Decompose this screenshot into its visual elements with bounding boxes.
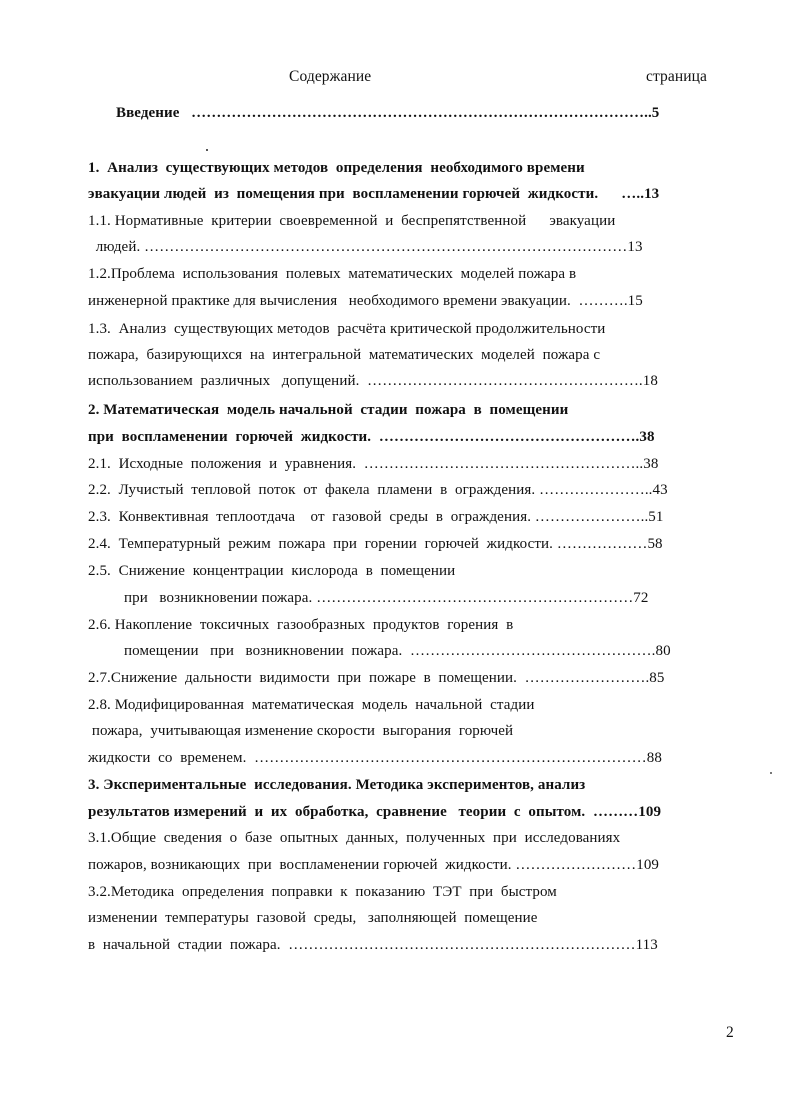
toc-entry-2-7: 2.7.Снижение дальности видимости при пожаре в помещении. …………………….85	[88, 670, 665, 686]
toc-entry-2-1: 2.1. Исходные положения и уравнения. ………………………………………………..38	[88, 456, 659, 472]
toc-entry-1-3-cont2: использованием различных допущений. ……………………………………………….18	[88, 373, 658, 389]
speck-mark-2	[770, 772, 772, 774]
toc-entry-2-2: 2.2. Лучистый тепловой поток от факела пламени в ограждения. …………………..43	[88, 482, 668, 498]
toc-entry-2: 2. Математическая модель начальной стадии пожара в помещении	[88, 402, 569, 418]
toc-entry-1-1-cont: людей. ……………………………………………………………………………………13	[88, 239, 643, 255]
toc-entry-2-8-cont1: пожара, учитывающая изменение скорости выгорания горючей	[88, 723, 514, 739]
toc-entry-3-1-cont: пожаров, возникающих при воспламенении горючей жидкости. ……………………109	[88, 857, 660, 873]
toc-entry-1-2-cont: инженерной практике для вычисления необходимого времени эвакуации. ……….15	[88, 293, 643, 309]
toc-entry-2-5: 2.5. Снижение концентрации кислорода в помещении	[88, 563, 456, 579]
toc-entry-intro: Введение ………………………………………………………………………………..5	[116, 105, 660, 121]
toc-entry-1-cont: эвакуации людей из помещения при воспламенении горючей жидкости. …..13	[88, 186, 660, 202]
toc-entry-2-5-cont: при возникновении пожара. ………………………………………………………72	[124, 590, 649, 606]
speck-mark	[206, 149, 208, 151]
header-title: Содержание	[289, 68, 372, 85]
toc-entry-2-8: 2.8. Модифицированная математическая модель начальной стадии	[88, 697, 535, 713]
toc-entry-3-2-cont2: в начальной стадии пожара. ……………………………………………………………113	[88, 937, 658, 953]
toc-entry-1: 1. Анализ существующих методов определения необходимого времени	[88, 160, 585, 176]
toc-entry-1-3-cont1: пожара, базирующихся на интегральной математических моделей пожара с	[88, 347, 601, 363]
toc-entry-3-2: 3.2.Методика определения поправки к показанию ТЭТ при быстром	[88, 884, 557, 900]
toc-entry-1-2: 1.2.Проблема использования полевых математических моделей пожара в	[88, 266, 577, 282]
toc-entry-2-3: 2.3. Конвективная теплоотдача от газовой среды в ограждения. …………………..51	[88, 509, 664, 525]
toc-entry-2-cont: при воспламенении горючей жидкости. …………………………………………….38	[88, 429, 655, 445]
toc-entry-3: 3. Экспериментальные исследования. Методика экспериментов, анализ	[88, 777, 586, 793]
toc-entry-3-cont: результатов измерений и их обработка, сравнение теории с опытом. ………109	[88, 804, 662, 820]
toc-entry-1-1: 1.1. Нормативные критерии своевременной и беспрепятственной эвакуации	[88, 213, 616, 229]
toc-entry-1-3: 1.3. Анализ существующих методов расчёта критической продолжительности	[88, 321, 606, 337]
toc-entry-2-6: 2.6. Накопление токсичных газообразных продуктов горения в	[88, 617, 514, 633]
toc-entry-3-2-cont1: изменении температуры газовой среды, заполняющей помещение	[88, 910, 538, 926]
toc-entry-2-6-cont: помещении при возникновении пожара. ………………………………………….80	[124, 643, 671, 659]
toc-entry-3-1: 3.1.Общие сведения о базе опытных данных, полученных при исследованиях	[88, 830, 621, 846]
toc-entry-2-4: 2.4. Температурный режим пожара при горении горючей жидкости. ………………58	[88, 536, 663, 552]
page-number: 2	[726, 1024, 734, 1041]
toc-entry-2-8-cont2: жидкости со временем. ……………………………………………………………………88	[88, 750, 662, 766]
header-page-label: страница	[646, 68, 708, 85]
